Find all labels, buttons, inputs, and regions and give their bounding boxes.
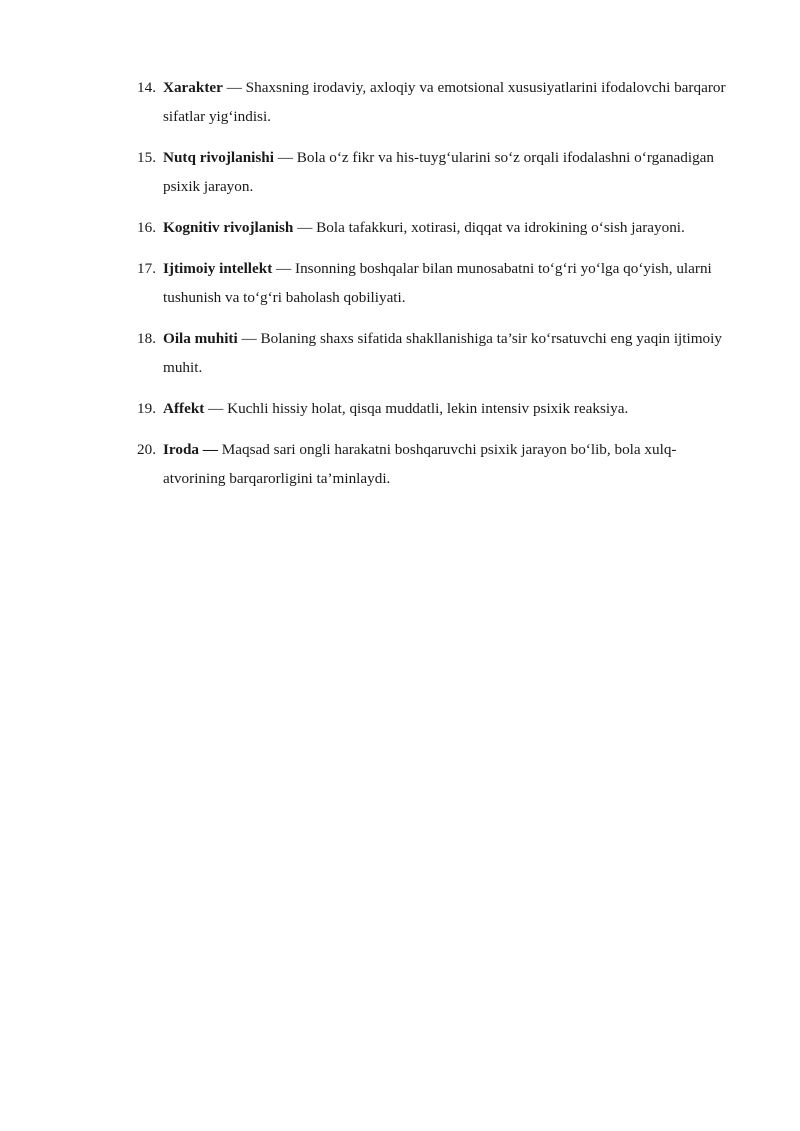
entry-term: Kognitiv rivojlanish (163, 219, 294, 236)
entry-definition: Maqsad sari ongli harakatni boshqaruvchi psixik jarayon bo‘lib, bola xulq-atvorining barqarorligini ta’minlaydi. (163, 441, 677, 487)
glossary-entry-20 (137, 435, 727, 493)
glossary-entry-15 (137, 143, 727, 201)
entry-number: 17. (137, 260, 156, 277)
entry-term: Ijtimoiy intellekt (163, 260, 273, 277)
entry-number: 16. (137, 219, 156, 236)
entry-term: Affekt (163, 400, 205, 417)
entry-number: 19. (137, 400, 156, 417)
entry-number: 14. (137, 79, 156, 96)
entry-definition: — Shaxsning irodaviy, axloqiy va emotsional xususiyatlarini ifodalovchi barqaror sifatlar yig‘indisi. (163, 79, 726, 125)
glossary-entry-16 (137, 213, 727, 242)
entry-number: 20. (137, 441, 156, 458)
entry-number: 15. (137, 149, 156, 166)
entry-term: Iroda — (163, 441, 218, 458)
entry-term: Xarakter (163, 79, 223, 96)
entry-definition: — Insonning boshqalar bilan munosabatni to‘g‘ri yo‘lga qo‘yish, ularni tushunish va to‘g‘ri baholash qobiliyati. (163, 260, 712, 306)
entry-definition: — Bolaning shaxs sifatida shakllanishiga ta’sir ko‘rsatuvchi eng yaqin ijtimoiy muhit. (163, 330, 722, 376)
glossary-entry-18 (137, 324, 727, 382)
entry-definition: — Bola o‘z fikr va his-tuyg‘ularini so‘z orqali ifodalashni o‘rganadigan psixik jarayon. (163, 149, 715, 195)
entry-term: Oila muhiti (163, 330, 238, 347)
entry-number: 18. (137, 330, 156, 347)
glossary-list (137, 73, 727, 505)
glossary-entry-14 (137, 73, 727, 131)
glossary-entry-17 (137, 254, 727, 312)
glossary-entry-19 (137, 394, 727, 423)
entry-term: Nutq rivojlanishi (163, 149, 274, 166)
entry-definition: — Kuchli hissiy holat, qisqa muddatli, lekin intensiv psixik reaksiya. (204, 400, 629, 417)
entry-definition: — Bola tafakkuri, xotirasi, diqqat va idrokining o‘sish jarayoni. (293, 219, 685, 236)
